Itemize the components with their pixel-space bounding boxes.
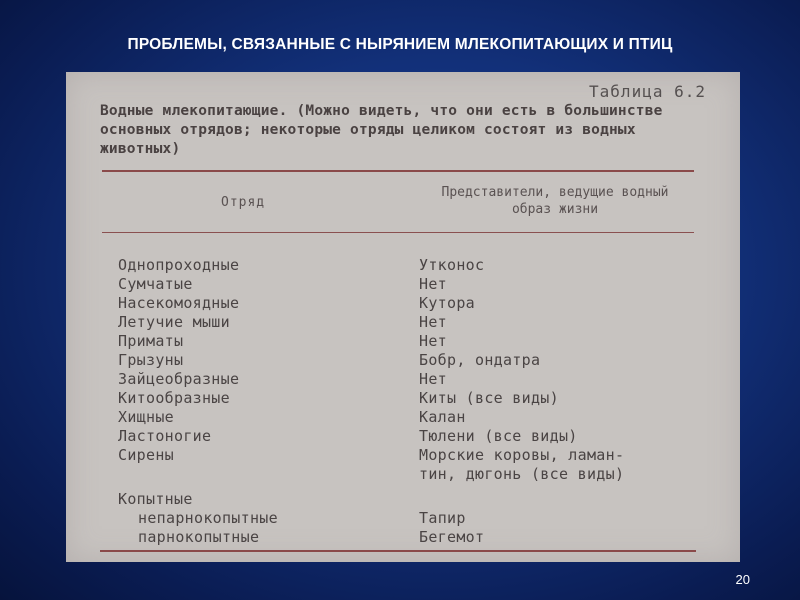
slide-title: ПРОБЛЕМЫ, СВЯЗАННЫЕ С НЫРЯНИЕМ МЛЕКОПИТАЮЩИХ И ПТИЦ xyxy=(127,36,673,53)
table-row xyxy=(118,256,718,275)
order-cell: Зайцеобразные xyxy=(118,370,240,388)
representative-cell: Тюлени (все виды) xyxy=(419,427,578,445)
representative-cell: Нет xyxy=(419,275,447,293)
representative-cell: Утконос xyxy=(419,256,485,274)
order-cell: Хищные xyxy=(118,408,174,426)
table-row xyxy=(118,408,718,427)
column-header-order: Отряд xyxy=(221,195,266,210)
table-row xyxy=(118,490,718,509)
table-row xyxy=(118,332,718,351)
table-row xyxy=(118,465,718,484)
table-bottom-rule xyxy=(100,550,696,552)
page-number: 20 xyxy=(735,572,750,587)
table-header-rule xyxy=(102,232,694,233)
representative-cell: Киты (все виды) xyxy=(419,389,559,407)
order-cell: Ластоногие xyxy=(118,427,212,445)
representative-cell: Кутора xyxy=(419,294,475,312)
table-row xyxy=(118,351,718,370)
order-cell: Копытные xyxy=(118,490,193,508)
scanned-table-image xyxy=(66,72,740,562)
representative-cell: Нет xyxy=(419,313,447,331)
representative-cell: Морские коровы, ламан- xyxy=(419,446,625,464)
order-cell: Приматы xyxy=(118,332,184,350)
order-cell: Насекомоядные xyxy=(118,294,240,312)
table-row xyxy=(118,528,718,547)
table-caption: Водные млекопитающие. (Можно видеть, что они есть в большинстве основных отрядов; некоторые отряды целиком состоят из водных животных) xyxy=(100,103,663,157)
order-cell: Грызуны xyxy=(118,351,184,369)
column-header-representatives: Представители, ведущие водный образ жизни xyxy=(441,185,669,217)
table-row xyxy=(118,509,718,528)
order-cell: парнокопытные xyxy=(138,528,260,546)
order-cell: Однопроходные xyxy=(118,256,240,274)
representative-cell: Нет xyxy=(419,332,447,350)
table-row xyxy=(118,389,718,408)
representative-cell: тин, дюгонь (все виды) xyxy=(419,465,625,483)
order-cell: Китообразные xyxy=(118,389,230,407)
order-cell: Сумчатые xyxy=(118,275,193,293)
order-cell: Сирены xyxy=(118,446,174,464)
representative-cell: Калан xyxy=(419,408,466,426)
table-row xyxy=(118,275,718,294)
table-row xyxy=(118,427,718,446)
table-row xyxy=(118,446,718,465)
table-body xyxy=(118,256,718,547)
representative-cell: Тапир xyxy=(419,509,466,527)
order-cell: Летучие мыши xyxy=(118,313,230,331)
table-top-rule xyxy=(102,170,694,172)
representative-cell: Бегемот xyxy=(419,528,485,546)
table-row xyxy=(118,370,718,389)
representative-cell: Нет xyxy=(419,370,447,388)
table-row xyxy=(118,294,718,313)
table-label: Таблица 6.2 xyxy=(589,82,706,101)
order-cell: непарнокопытные xyxy=(138,509,278,527)
table-row xyxy=(118,313,718,332)
representative-cell: Бобр, ондатра xyxy=(419,351,541,369)
